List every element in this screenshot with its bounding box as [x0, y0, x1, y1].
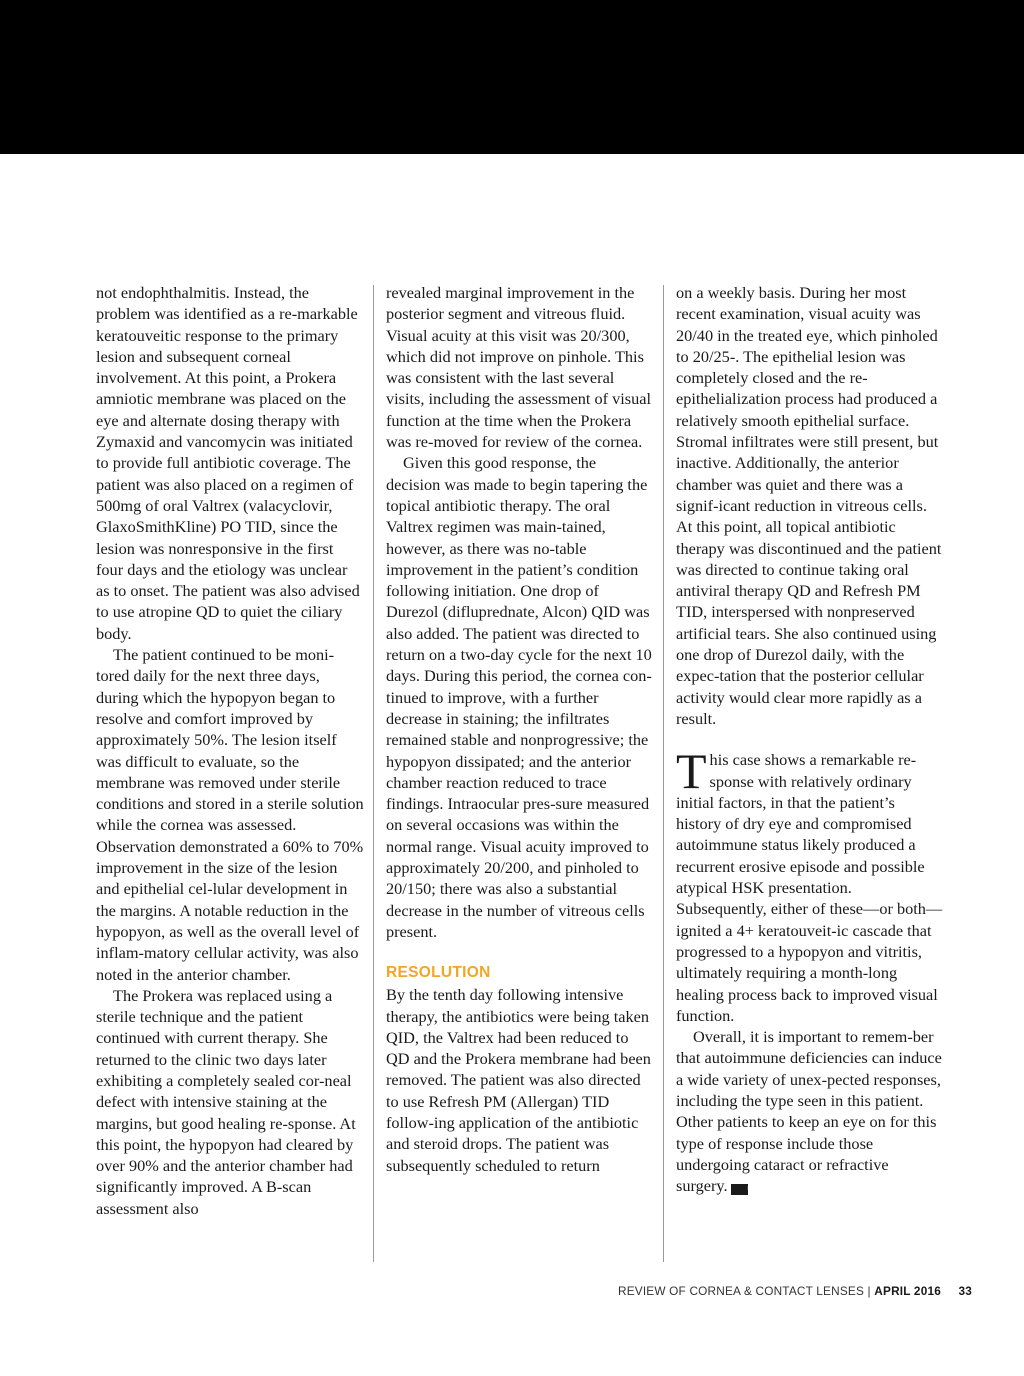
paragraph-text: his case shows a remarkable re-sponse with relatively ordinary initial factors, in that the patient’s history of dry eye and compromised autoimmune status likely produced a recurrent erosive episode and possible atypical HSK presentation. Subsequently, either of these—or both—ignited a 4+ keratouveit-ic cascade that progressed to a hypopyon and vitritis, ultimately requiring a month-long healing process back to improved visual function. — [676, 750, 943, 1025]
column-divider — [663, 285, 664, 1262]
publication-name: REVIEW OF CORNEA & CONTACT LENSES — [617, 1284, 865, 1298]
column-divider — [373, 285, 374, 1262]
paragraph-text: Overall, it is important to remem-ber that autoimmune deficiencies can induce a wide variety of unex-pected responses, including the type seen in this patient. Other patients to keep an eye on for this type of response include those undergoing cataract or refractive surgery. — [676, 1027, 942, 1196]
header-bar — [0, 0, 1024, 154]
paragraph: not endophthalmitis. Instead, the problem was identified as a re-markable keratouveitic response to the primary lesion and subsequent corneal involvement. At this point, a Prokera amniotic membrane was placed on the eye and alternate dosing therapy with Zymaxid and vancomycin was initiated to provide full antibiotic coverage. The patient was also placed on a regimen of 500mg of oral Valtrex (valacyclovir, GlaxoSmithKline) PO TID, since the lesion was nonresponsive in the first four days and the etiology was unclear as to onset. The patient was also advised to use atropine QD to quiet the ciliary body. — [96, 283, 360, 643]
paragraph: The patient continued to be moni-tored daily for the next three days, during which the hypopyon began to resolve and comfort improved by approximately 50%. The lesion itself was difficult to evaluate, so the membrane was removed under sterile conditions and stored in a sterile solution while the cornea was assessed. Observation demonstrated a 60% to 70% improvement in the size of the lesion and epithelial cel-lular development in the margins. A notable reduction in the hypopyon, as well as the overall level of inflam-matory cellular activity, was also noted in the anterior chamber. — [96, 645, 364, 984]
paragraph: The Prokera was replaced using a sterile technique and the patient continued with current therapy. She returned to the clinic two days later exhibiting a completely sealed cor-neal defect with intensive staining at the margins, but good healing re-sponse. At this point, the hypopyon had cleared by over 90% and the anterior chamber had significantly improved. A B-scan assessment also — [96, 985, 356, 1218]
paragraph: on a weekly basis. During her most recent examination, visual acuity was 20/40 in the treated eye, which pinholed to 20/25-. The epithelial lesion was completely closed and the re-epithelialization process had produced a relatively smooth epithelial surface. Stromal infiltrates were still present, but inactive. Additionally, the anterior chamber was quiet and there was a signif-icant reduction in vitreous cells. At this point, all topical antibiotic therapy was discontinued and the patient was directed to continue taking oral antiviral therapy QD and Refresh PM TID, interspersed with nonpreserved artificial tears. She also continued using one drop of Durezol daily, with the expec-tation that the posterior cellular activity would clear more rapidly as a result. — [676, 283, 942, 728]
column-1 — [96, 282, 364, 1219]
section-break — [676, 729, 944, 749]
column-3 — [676, 282, 944, 1196]
paragraph — [676, 1026, 944, 1196]
issue-date: APRIL 2016 — [874, 1284, 941, 1298]
paragraph: Given this good response, the decision was made to begin tapering the topical antibiotic therapy. The oral Valtrex regimen was main-tained, however, as there was no-table improvement in the patient’s condition following initiation. One drop of Durezol (difluprednate, Alcon) QID was also added. The patient was directed to return on a two-day cycle for the next 10 days. During this period, the cornea con-tinued to improve, with a further decrease in staining; the infiltrates remained stable and nonprogressive; the hypopyon dissipated; and the anterior chamber reaction reduced to trace findings. Intraocular pres-sure measured on several occasions was within the normal range. Visual acuity improved to approximately 20/200, and pinholed to 20/150; there was also a substantial decrease in the number of vitreous cells present. — [386, 453, 652, 941]
section-heading-resolution: RESOLUTION — [386, 964, 491, 982]
footer-separator: | — [867, 1284, 871, 1298]
end-of-article-icon: RCCL — [731, 1184, 748, 1195]
page-footer — [500, 1284, 972, 1298]
paragraph: revealed marginal improvement in the posterior segment and vitreous fluid. Visual acuity at this visit was 20/300, which did not improve on pinhole. This was consistent with the last several visits, including the assessment of visual function at the time when the Prokera was re-moved for review of the cornea. — [386, 283, 651, 452]
page-number: 33 — [958, 1284, 972, 1298]
paragraph-dropcap — [676, 743, 944, 1026]
paragraph: By the tenth day following intensive therapy, the antibiotics were being taken QID, the Valtrex had been reduced to QD and the Prokera membrane had been removed. The patient was also directed to use Refresh PM (Allergan) TID follow-ing application of the antibiotic and steroid drops. The patient was subsequently scheduled to return — [386, 985, 651, 1175]
drop-cap: T — [676, 743, 707, 800]
column-2 — [386, 282, 654, 1176]
